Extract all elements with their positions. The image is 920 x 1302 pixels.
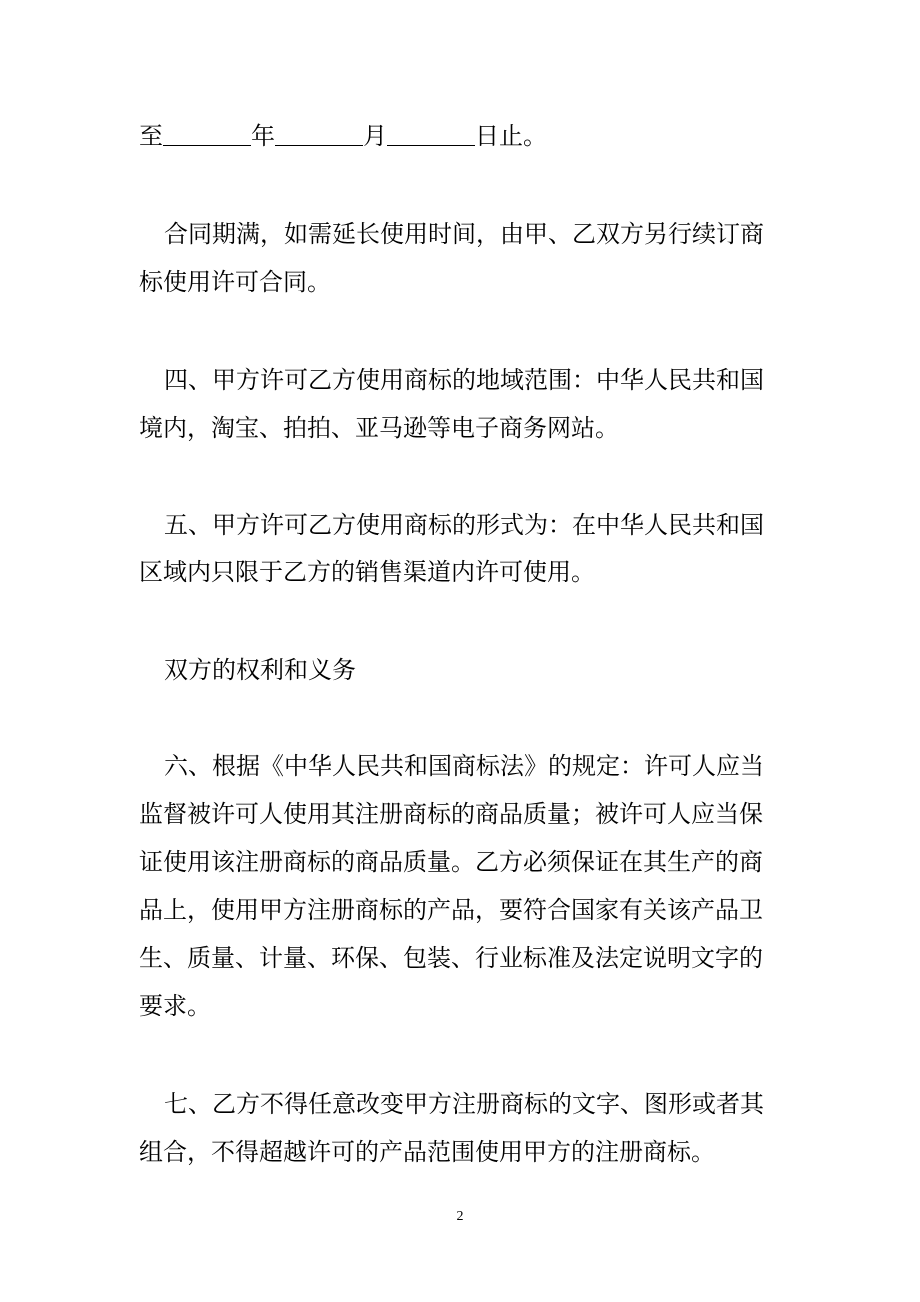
clause-6-line-3: 证使用该注册商标的商品质量。乙方必须保证在其生产的商 xyxy=(139,848,763,876)
paragraph-renewal-line-2: 标使用许可合同。 xyxy=(139,268,331,296)
clause-4-line-1: 四、甲方许可乙方使用商标的地域范围：中华人民共和国 xyxy=(164,366,764,394)
date-to-label: 至 xyxy=(139,122,163,150)
clause-6-line-5: 生、质量、计量、环保、包装、行业标准及法定说明文字的 xyxy=(139,944,763,972)
rights-heading: 双方的权利和义务 xyxy=(164,656,356,684)
year-blank xyxy=(163,123,251,146)
date-line xyxy=(139,122,920,150)
clause-4-line-2: 境内，淘宝、拍拍、亚马逊等电子商务网站。 xyxy=(139,414,619,442)
clause-5-line-2: 区域内只限于乙方的销售渠道内许可使用。 xyxy=(139,558,595,586)
day-blank xyxy=(387,123,475,146)
clause-6-line-2: 监督被许可人使用其注册商标的商品质量；被许可人应当保 xyxy=(139,800,763,828)
paragraph-renewal-line-1: 合同期满，如需延长使用时间，由甲、乙双方另行续订商 xyxy=(164,220,764,248)
clause-5-line-1: 五、甲方许可乙方使用商标的形式为：在中华人民共和国 xyxy=(164,511,764,539)
month-label: 月 xyxy=(363,122,387,150)
clause-6-line-6: 要求。 xyxy=(139,992,211,1020)
page-number: 2 xyxy=(456,1209,464,1224)
clause-7-line-2: 组合，不得超越许可的产品范围使用甲方的注册商标。 xyxy=(139,1138,715,1166)
clause-6-line-1: 六、根据《中华人民共和国商标法》的规定：许可人应当 xyxy=(164,752,764,780)
year-label: 年 xyxy=(251,122,275,150)
clause-6-line-4: 品上，使用甲方注册商标的产品，要符合国家有关该产品卫 xyxy=(139,896,763,924)
clause-7-line-1: 七、乙方不得任意改变甲方注册商标的文字、图形或者其 xyxy=(164,1090,764,1118)
day-end-label: 日止。 xyxy=(475,122,547,150)
month-blank xyxy=(275,123,363,146)
